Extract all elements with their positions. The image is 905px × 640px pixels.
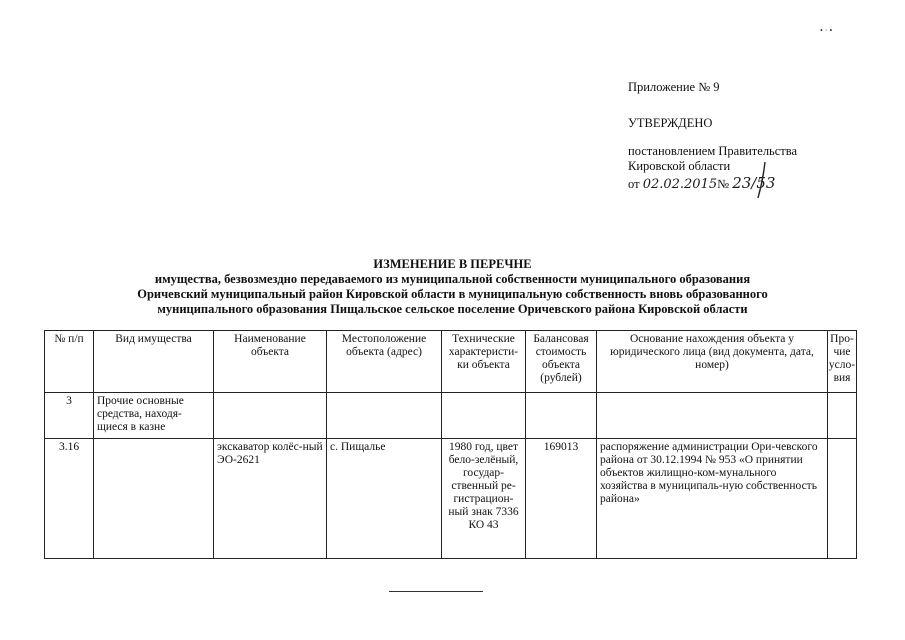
table-cell: Прочие основные средства, находя-щиеся в казне <box>94 393 214 439</box>
table-cell <box>597 393 828 439</box>
header-property-type: Вид имущества <box>94 331 214 393</box>
approval-line-2: Кировской области <box>628 159 731 173</box>
appendix-label: Приложение № 9 <box>628 80 720 94</box>
header-location: Местоположение объекта (адрес) <box>327 331 442 393</box>
approved-label: УТВЕРЖДЕНО <box>628 116 713 130</box>
header-specs: Технические характеристи-ки объекта <box>442 331 526 393</box>
from-label: от <box>628 177 640 191</box>
property-table <box>44 330 857 559</box>
title-line-2: имущества, безвозмездно передаваемого из муниципальной собственности муниципального образования <box>154 272 751 286</box>
handwritten-slash-mark <box>756 160 768 200</box>
footer-divider <box>389 591 483 592</box>
table-cell <box>828 393 857 439</box>
table-cell: экскаватор колёс-ный ЭО-2621 <box>214 439 327 559</box>
table-cell: распоряжение администрации Ори-чевского района от 30.12.1994 № 953 «О принятии объектов жилищно-ком-мунального хозяйства в муниципаль-ную собственность района» <box>597 439 828 559</box>
table-cell <box>327 393 442 439</box>
table-cell: 169013 <box>526 439 597 559</box>
header-book-value: Балансовая стоимость объекта (рублей) <box>526 331 597 393</box>
header-object-name: Наименование объекта <box>214 331 327 393</box>
title-line-3: Оричевский муниципальный район Кировской области в муниципальную собственность вновь образованного <box>137 287 768 301</box>
table-cell: 1980 год, цвет бело-зелёный, государ-ственный ре-гистрацион-ный знак 7336 КО 43 <box>442 439 526 559</box>
table-header-row <box>45 331 857 393</box>
title-line-4: муниципального образования Пищальское сельское поселение Оричевского района Кировской области <box>157 302 748 316</box>
handwritten-number: 23/53 <box>732 174 776 192</box>
handwritten-date: 02.02.2015 <box>642 177 718 192</box>
header-other-conditions: Про-чие усло-вия <box>828 331 857 393</box>
table-cell: 3 <box>45 393 94 439</box>
table-cell <box>94 439 214 559</box>
header-basis: Основание нахождения объекта у юридического лица (вид документа, дата, номер) <box>597 331 828 393</box>
table-cell <box>828 439 857 559</box>
table-cell: 3.16 <box>45 439 94 559</box>
table-row <box>45 393 857 439</box>
table-cell <box>442 393 526 439</box>
table-cell <box>526 393 597 439</box>
document-title: ИЗМЕНЕНИЕ В ПЕРЕЧНЕ <box>373 257 532 271</box>
corner-scan-marks: • · • <box>820 26 833 35</box>
header-number: № п/п <box>45 331 94 393</box>
table-cell <box>214 393 327 439</box>
table-cell: с. Пищалье <box>327 439 442 559</box>
approval-line-1: постановлением Правительства <box>628 144 798 158</box>
approval-date-line <box>628 176 775 192</box>
table-row <box>45 439 857 559</box>
number-label: № <box>717 177 730 191</box>
